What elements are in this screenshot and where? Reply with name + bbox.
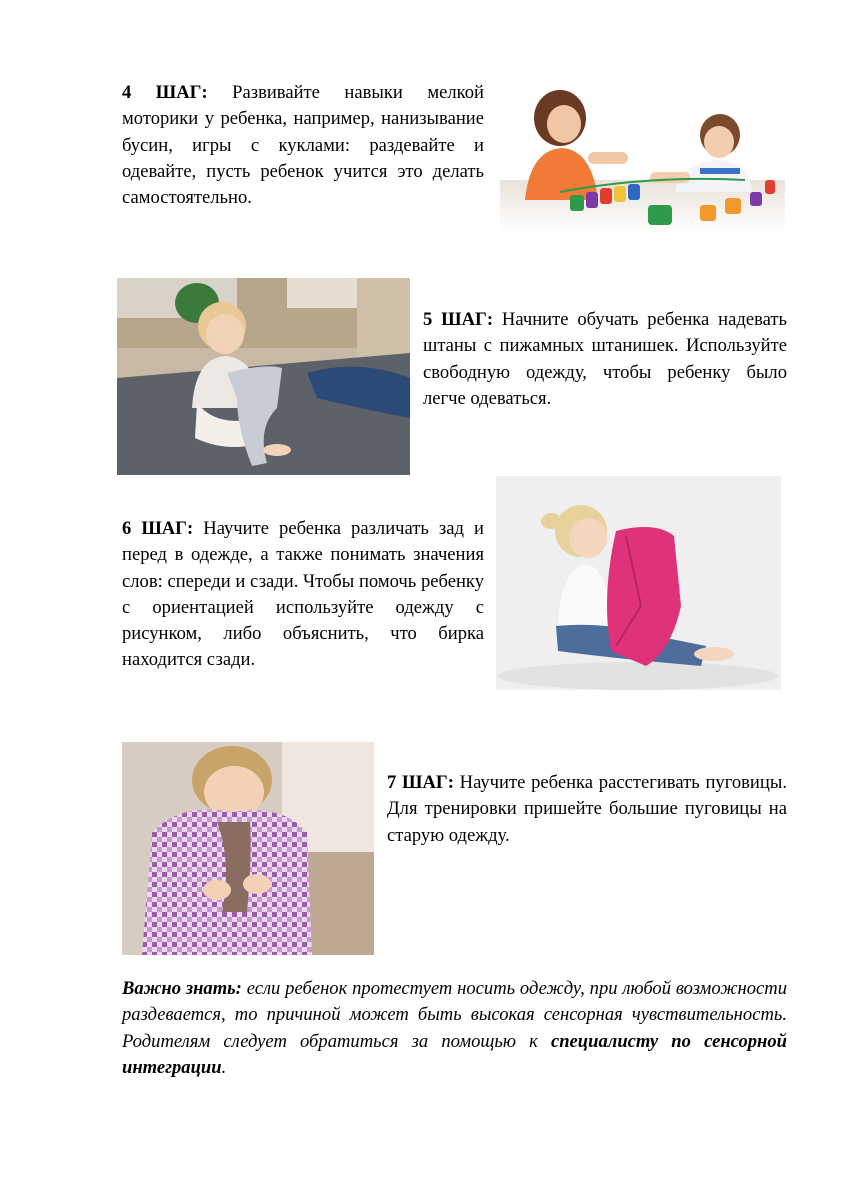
photo-child-pink-shirt — [496, 476, 781, 690]
step-5-body: Начните обучать ребенка надевать штаны с пижамных штанишек. Используйте свободную одежду, чтобы ребенку было легче одеваться. — [423, 309, 787, 409]
note-body: если ребенок протестует носить одежду, при любой возможности раздевается, то причиной может быть высокая сенсорная чувствительность. Родителям следует обратиться за помощью к — [122, 978, 787, 1052]
step-4-block — [122, 80, 484, 211]
step-4-text — [122, 80, 484, 211]
step-6-label: 6 ШАГ: — [122, 518, 194, 539]
step-5-block — [423, 307, 787, 412]
step-4-body: Развивайте навыки мелкой моторики у ребенка, например, нанизывание бусин, игры с куклами: раздевайте и одевайте, пусть ребенок учится это делать самостоятельно. — [122, 82, 484, 209]
photo-child-pajamas — [117, 278, 410, 475]
important-note-text — [122, 976, 787, 1081]
important-note — [122, 976, 787, 1081]
photo-boy-buttons — [122, 742, 374, 955]
note-end: . — [221, 1056, 227, 1078]
step-6-block — [122, 516, 484, 674]
step-7-label: 7 ШАГ: — [387, 772, 454, 793]
note-emphasis: специалисту по сенсорной интеграции — [122, 1030, 787, 1078]
step-7-block — [387, 770, 787, 849]
note-lead: Важно знать: — [122, 978, 242, 999]
step-6-body: Научите ребенка различать зад и перед в одежде, а также понимать значения слов: спереди и сзади. Чтобы помочь ребенку с ориентацией используйте одежду с рисунком, либо объяснить, что бирка находится сзади. — [122, 518, 484, 671]
photo-children-beads — [500, 80, 785, 232]
step-7-body: Научите ребенка расстегивать пуговицы. Для тренировки пришейте большие пуговицы на старую одежду. — [387, 772, 787, 846]
step-5-text — [423, 307, 787, 412]
step-4-label: 4 ШАГ: — [122, 82, 208, 103]
step-6-text — [122, 516, 484, 674]
step-7-text — [387, 770, 787, 849]
step-5-label: 5 ШАГ: — [423, 309, 494, 330]
